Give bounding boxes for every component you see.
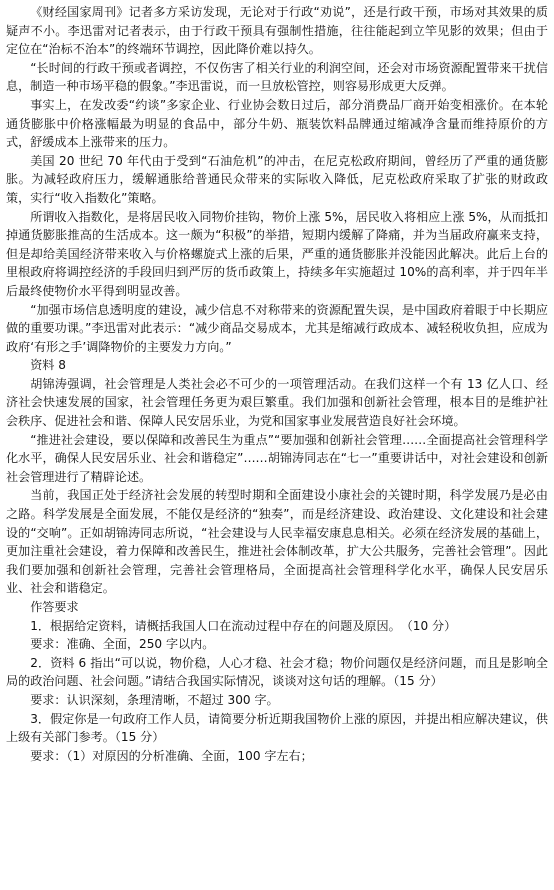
question-1-requirement: 要求：准确、全面，250 字以内。 xyxy=(30,637,215,652)
paragraph-indexation: 所谓收入指数化，是将居民收入同物价挂钩，物价上涨 5%，居民收入将相应上涨 5%，从而抵扣掉通货膨胀推高的生活成本。这一颇为“积极”的举措，短期内缓解了降痛，并为当届政府赢来支持，但是却给美国经济带来收入与价格螺旋式上涨的后果，严重的通货膨胀并没能因此解决。此后上台的里根政府将调控经济的手段回归到严厉的货币政策上，持续多年实施超过 10%的高利率，并于四年半后最终使物价水平得到明显改善。 xyxy=(6,209,548,298)
paragraph-usa: 美国 20 世纪 70 年代由于受到“石油危机”的冲击，在尼克松政府期间，曾经历了严重的通货膨胀。为减轻政府压力，缓解通胀给普通民众带来的实际收入降低，尼克松政府采取了扩张的财政政策，实行“收入指数化”策略。 xyxy=(6,153,548,205)
question-3: 3．假定你是一句政府工作人员，请简要分析近期我国物价上涨的原因，并提出相应解决建议，供上级有关部门参考。（15 分） xyxy=(6,711,548,745)
paragraph-intro: 《财经国家周刊》记者多方采访发现，无论对于行政“劝说”，还是行政干预，市场对其效果的质疑声不小。李迅雷对记者表示，由于行政干预具有强制性措施，往往能起到立竿见影的效果；但由于定位在“治标不治本”的终端环节调控，因此降价难以持久。 xyxy=(6,5,548,57)
question-1: 1．根据给定资料，请概括我国人口在流动过程中存在的问题及原因。 （10 分） xyxy=(30,618,457,633)
paragraph-july-speech: “推进社会建设，要以保障和改善民生为重点”“要加强和创新社会管理……全面提高社会管理科学化水平，确保人民安居乐业、社会和谐稳定”……胡锦涛同志在“七一”重要讲话中，对社会建设和创新社会管理进行了精辟论述。 xyxy=(6,432,548,484)
question-2-requirement: 要求：认识深刻，条理清晰，不超过 300 字。 xyxy=(30,692,279,707)
paragraph-fact: 事实上，在发改委“约谈”多家企业、行业协会数日过后，部分消费品厂商开始变相涨价。在本轮通货膨胀中价格涨幅最为明显的食品中，部分牛奶、瓶装饮料品牌通过缩减净含量而维持原价的方式，舒缓成本上涨带来的压力。 xyxy=(6,97,548,150)
material-8-heading: 资料 8 xyxy=(30,358,66,373)
paragraph-quote-li: “长时间的行政干预或者调控，不仅伤害了相关行业的利润空间，还会对市场资源配置带来干扰信息，制造一种市场平稳的假象。”李迅雷说，而一旦放松管控，则容易形成更大反弹。 xyxy=(6,60,548,94)
answer-requirements-heading: 作答要求 xyxy=(30,600,79,614)
paragraph-info-transparency: “加强市场信息透明度的建设，减少信息不对称带来的资源配置失误，是中国政府着眼于中长期应做的重要功课。”李迅雷对此表示：“减少商品交易成本，尤其是缩减行政成本、减轻税收负担，应成为政府‘有形之手’调降物价的主要发力方向。” xyxy=(6,302,548,354)
question-2: 2．资料 6 指出“可以说，物价稳，人心才稳、社会才稳；物价问题仅是经济问题，而且是影响全局的政治问题、社会问题。”请结合我国实际情况，谈谈对这句话的理解。（15 分） xyxy=(6,655,548,689)
question-3-requirement: 要求：（1）对原因的分析准确、全面，100 字左右； xyxy=(30,748,313,763)
paragraph-social-management: 胡锦涛强调，社会管理是人类社会必不可少的一项管理活动。在我们这样一个有 13 亿人口、经济社会快速发展的国家，社会管理任务更为艰巨繁重。我们加强和创新社会管理，根本目的是维护社会秩序、促进社会和谐、保障人民安居乐业，为党和国家事业发展营造良好社会环境。 xyxy=(6,376,548,429)
paragraph-current-period: 当前，我国正处于经济社会发展的转型时期和全面建设小康社会的关键时期，科学发展乃是必由之路。科学发展是全面发展，不能仅是经济的“独奏”，而是经济建设、政治建设、文化建设和社会建设的“交响”。正如胡锦涛同志所说，“社会建设与人民幸福安康息息相关。必须在经济发展的基础上，更加注重社会建设，着力保障和改善民生，推进社会体制改革，扩大公共服务，完善社会管理”。因此我们要加强和创新社会管理，完善社会管理格局，全面提高社会管理科学化水平，确保人民安居乐业、社会和谐稳定。 xyxy=(6,488,548,596)
